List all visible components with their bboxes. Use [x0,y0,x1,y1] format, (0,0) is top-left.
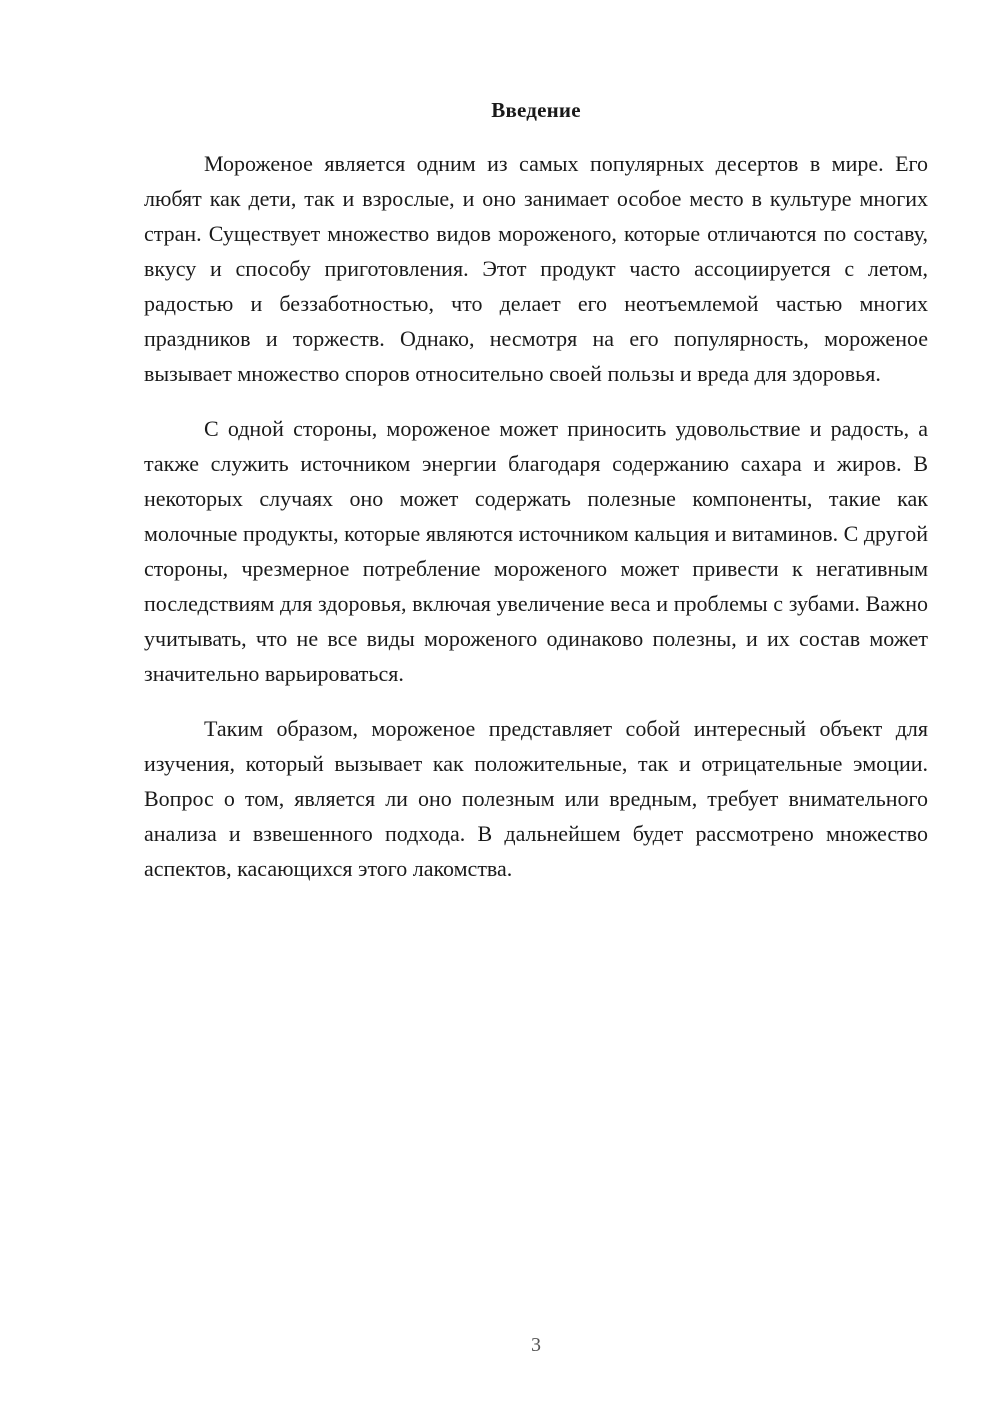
page-number: 3 [531,1334,541,1356]
paragraph-1: Мороженое является одним из самых популярных десертов в мире. Его любят как дети, так и взрослые, и оно занимает особое место в культуре многих стран. Существует множество видов мороженого, которые отличаются по составу, вкусу и способу приготовления. Этот продукт часто ассоциируется с летом, радостью и беззаботностью, что делает его неотъемлемой частью многих праздников и торжеств. Однако, несмотря на его популярность, мороженое вызывает множество споров относительно своей пользы и вреда для здоровья. [144,151,928,386]
paragraph-3: Таким образом, мороженое представляет собой интересный объект для изучения, который вызывает как положительные, так и отрицательные эмоции. Вопрос о том, является ли оно полезным или вредным, требует внимательного анализа и взвешенного подхода. В дальнейшем будет рассмотрено множество аспектов, касающихся этого лакомства. [144,716,928,881]
section-heading: Введение [491,98,581,122]
paragraph-2: С одной стороны, мороженое может приносить удовольствие и радость, а также служить источником энергии благодаря содержанию сахара и жиров. В некоторых случаях оно может содержать полезные компоненты, такие как молочные продукты, которые являются источником кальция и витаминов. С другой стороны, чрезмерное потребление мороженого может привести к негативным последствиям для здоровья, включая увеличение веса и проблемы с зубами. Важно учитывать, что не все виды мороженого одинаково полезны, и их состав может значительно варьироваться. [144,416,928,686]
page-content [144,92,928,906]
